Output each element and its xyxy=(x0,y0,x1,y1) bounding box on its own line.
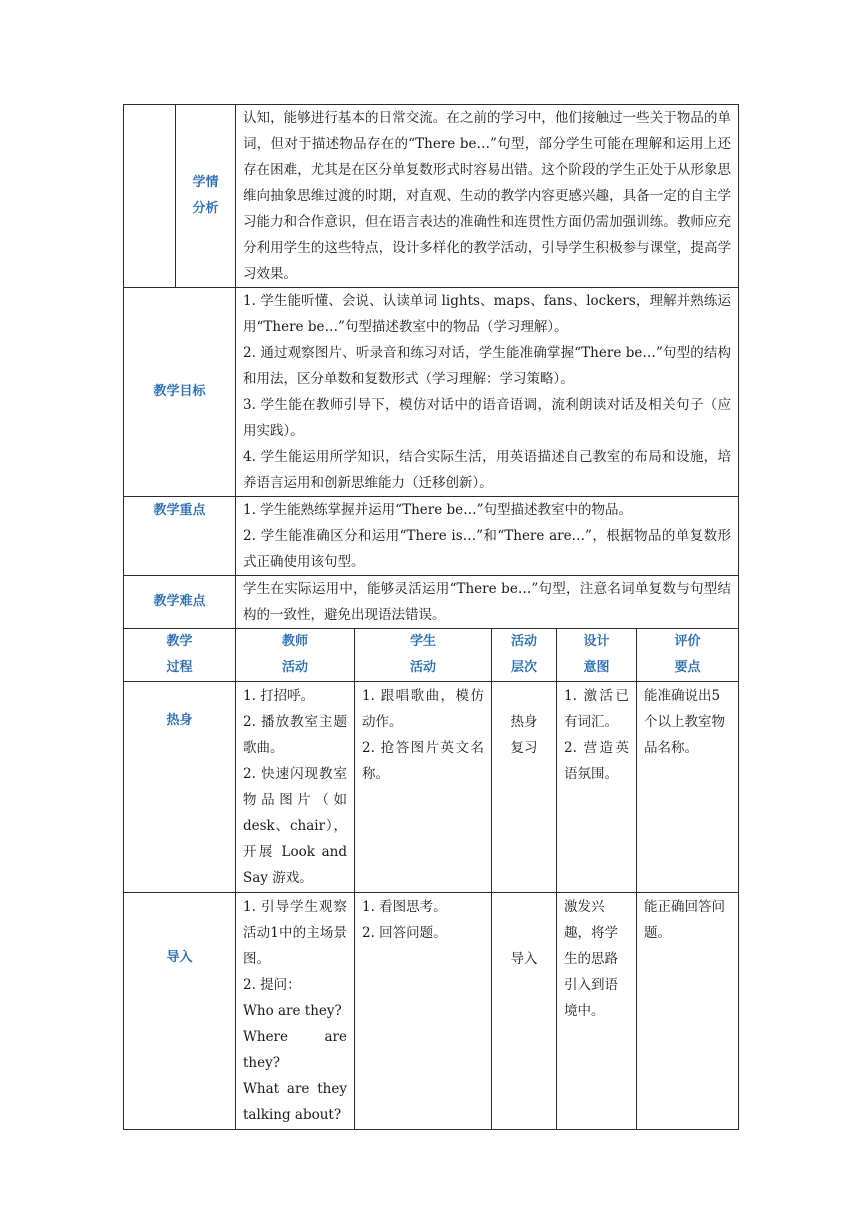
analysis-text: 认知，能够进行基本的日常交流。在之前的学习中，他们接触过一些关于物品的单词，但对于描述物品存在的“There be…”句型，部分学生可能在理解和运用上还存在困难，尤其是在区分单复数形式时容易出错。这个阶段的学生正处于从形象思维向抽象思维过渡的时期，对直观、生动的教学内容更感兴趣，具备一定的自主学习能力和合作意识，但在语言表达的准确性和连贯性方面仍需加强训练。教师应充分利用学生的这些特点，设计多样化的教学活动，引导学生积极参与课堂，提高学习效果。 xyxy=(236,105,739,288)
analysis-label: 学情 分析 xyxy=(176,105,236,288)
key-point-item: 1. 学生能熟练掌握并运用“There be…”句型描述教室中的物品。 xyxy=(243,502,633,518)
key-points-row xyxy=(124,497,739,576)
warmup-teacher: 1. 打招呼。 2. 播放教室主题歌曲。 2. 快速闪现教室物品图片（如 desk、chair），开展 Look and Say 游戏。 xyxy=(236,682,355,893)
header-level: 活动 层次 xyxy=(492,629,557,682)
intro-level: 导入 xyxy=(492,893,557,1130)
key-point-item: 2. 学生能准确区分和运用“There is…”和“There are…”，根据物品的单复数形式正确使用该句型。 xyxy=(243,528,732,570)
goals-label: 教学目标 xyxy=(124,288,236,497)
lesson-plan-table xyxy=(123,104,739,1130)
goal-item: 2. 通过观察图片、听录音和练习对话，学生能准确掌握“There be…”句型的结构和用法，区分单数和复数形式（学习理解：学习策略）。 xyxy=(243,345,732,387)
stage-warmup: 热身 xyxy=(124,682,236,893)
analysis-blank-cell xyxy=(124,105,176,288)
intro-teacher: 1. 引导学生观察活动1中的主场景图。 2. 提问： Who are they? Where are they? What are they talking about? xyxy=(236,893,355,1130)
intro-eval: 能正确回答问题。 xyxy=(637,893,739,1130)
header-teacher: 教师 活动 xyxy=(236,629,355,682)
goal-item: 3. 学生能在教师引导下，模仿对话中的语音语调，流利朗读对话及相关句子（应用实践）。 xyxy=(243,397,732,439)
goals-row xyxy=(124,288,739,497)
goals-text xyxy=(236,288,739,497)
header-eval: 评价 要点 xyxy=(637,629,739,682)
key-points-label: 教学重点 xyxy=(124,497,236,576)
intro-student: 1. 看图思考。 2. 回答问题。 xyxy=(355,893,492,1130)
goal-item: 4. 学生能运用所学知识，结合实际生活，用英语描述自己教室的布局和设施，培养语言运用和创新思维能力（迁移创新）。 xyxy=(243,449,732,491)
stage-intro: 导入 xyxy=(124,893,236,1130)
warmup-eval: 能准确说出5个以上教室物品名称。 xyxy=(637,682,739,893)
header-design: 设计 意图 xyxy=(557,629,637,682)
goal-item: 1. 学生能听懂、会说、认读单词 lights、maps、fans、lockers，理解并熟练运用“There be…”句型描述教室中的物品（学习理解）。 xyxy=(243,293,732,335)
difficulties-text: 学生在实际运用中，能够灵活运用“There be…”句型，注意名词单复数与句型结构的一致性，避免出现语法错误。 xyxy=(236,576,739,629)
difficulties-label: 教学难点 xyxy=(124,576,236,629)
header-process: 教学 过程 xyxy=(124,629,236,682)
process-header-row xyxy=(124,629,739,682)
warmup-row xyxy=(124,682,739,893)
analysis-row xyxy=(124,105,739,288)
key-points-text xyxy=(236,497,739,576)
difficulties-row xyxy=(124,576,739,629)
intro-row xyxy=(124,893,739,1130)
warmup-level: 热身 复习 xyxy=(492,682,557,893)
lesson-plan xyxy=(123,104,738,1130)
header-student: 学生 活动 xyxy=(355,629,492,682)
intro-design: 激发兴趣，将学生的思路引入到语境中。 xyxy=(557,893,637,1130)
warmup-student: 1. 跟唱歌曲，模仿动作。 2. 抢答图片英文名称。 xyxy=(355,682,492,893)
warmup-design: 1. 激活已有词汇。 2. 营造英语氛围。 xyxy=(557,682,637,893)
